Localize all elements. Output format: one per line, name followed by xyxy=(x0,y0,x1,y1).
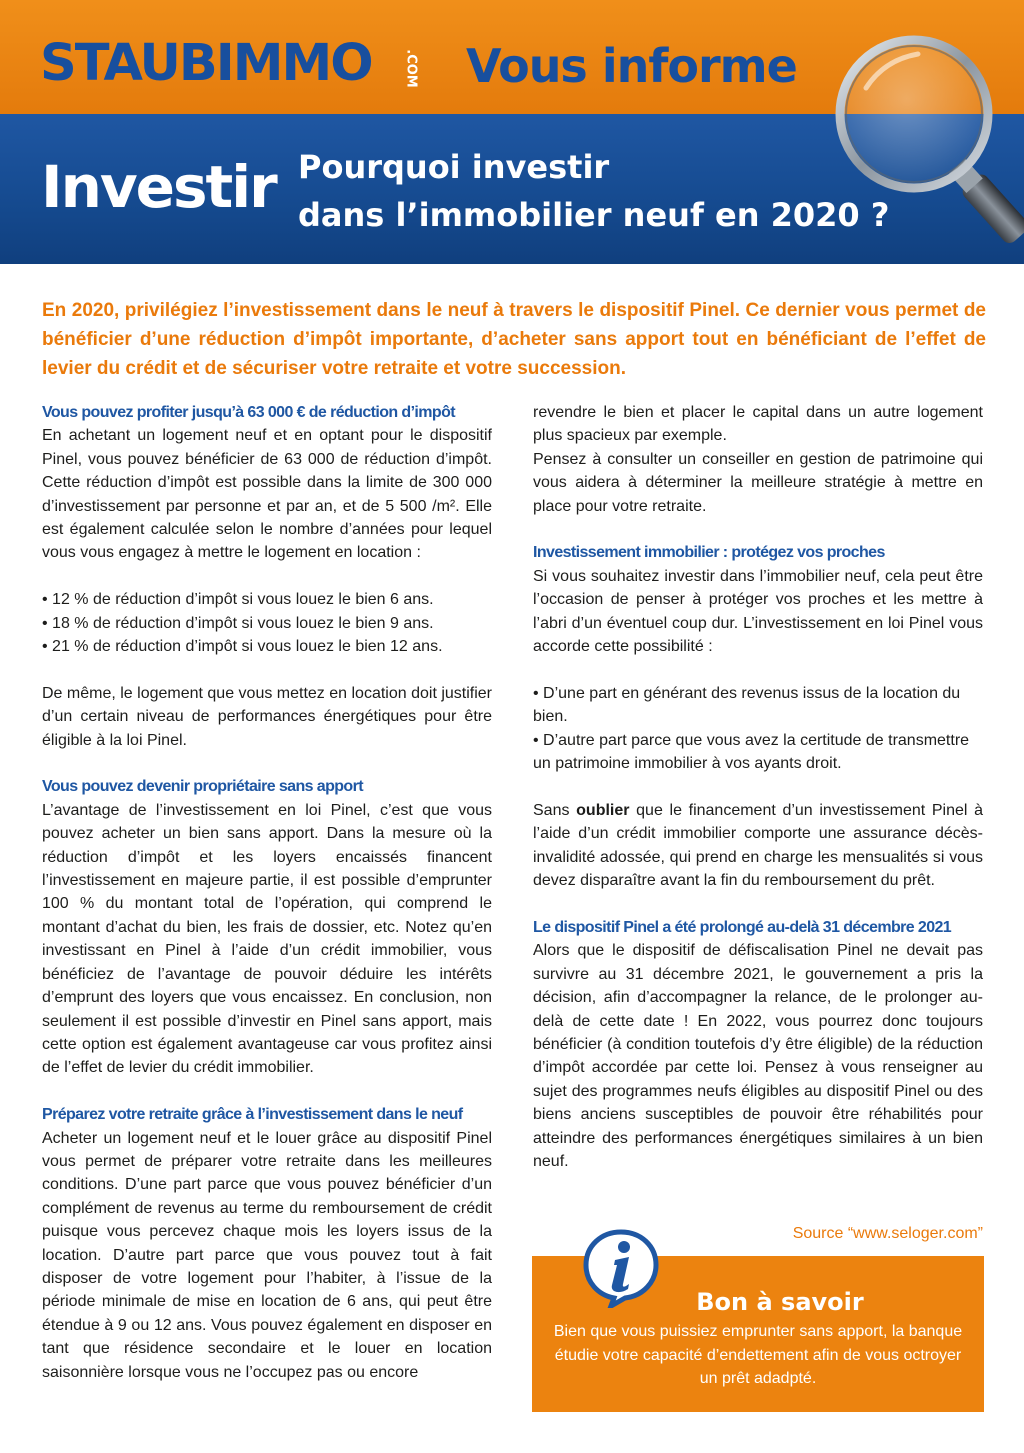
page-title-line-1: Pourquoi investir xyxy=(298,148,610,186)
protect-family-list xyxy=(533,682,983,776)
good-to-know-title: Bon à savoir xyxy=(696,1288,864,1316)
paragraph-retirement-continued: revendre le bien et placer le capital dans un autre logement plus spacieux par exemple. xyxy=(533,404,983,445)
section-heading-extension: Le dispositif Pinel a été prolongé au-delà 31 décembre 2021 xyxy=(533,918,952,936)
info-speech-bubble-icon xyxy=(581,1228,661,1308)
paragraph-insurance xyxy=(533,799,983,893)
tax-reduction-list xyxy=(42,588,492,658)
list-item: • 21 % de réduction d’impôt si vous louez le bien 12 ans. xyxy=(42,635,492,658)
paragraph-energy-performance: De même, le logement que vous mettez en location doit justifier d’un certain niveau de performances énergétiques pour être éligible à la loi Pinel. xyxy=(42,684,493,749)
list-item: • 12 % de réduction d’impôt si vous louez le bien 6 ans. xyxy=(42,588,492,611)
list-item: • D’autre part parce que vous avez la certitude de transmettre un patrimoine immobilier à vos ayants droit. xyxy=(533,729,983,776)
insurance-text-end: que le financement d’un investissement Pinel à l’aide d’un crédit immobilier comporte une assurance décès-invalidité adossée, qui prend en charge les mensualités si vous devez disparaître avant la fin du remboursement du prêt. xyxy=(533,801,983,890)
magnifying-glass-icon xyxy=(826,28,1024,244)
right-column xyxy=(533,401,983,1173)
brand-suffix-text: .COM xyxy=(403,48,419,88)
brand-logo: STAUBIMMO xyxy=(40,34,372,93)
source-credit: Source “www.seloger.com” xyxy=(792,1225,983,1242)
paragraph-protect-family: Si vous souhaitez investir dans l’immobilier neuf, cela peut être l’occasion de penser à protéger vos proches et les mettre à l’abri d’un éventuel coup dur. L’investissement en loi Pinel vous accorde cette possibilité : xyxy=(533,567,983,656)
page-title-line-2: dans l’immobilier neuf en 2020 ? xyxy=(298,196,890,234)
paragraph-tax-reduction: En achetant un logement neuf et en optant pour le dispositif Pinel, vous pouvez bénéficier de 63 000 de réduction d’impôt. Cette réduction d’impôt est possible dans la limite de 300 000 d’investissement par personne et par an, et de 5 500 /m². Elle est également calculée selon le nombre d’années pour lequel vous vous engagez à mettre le logement en location : xyxy=(42,427,492,562)
section-heading-no-deposit: Vous pouvez devenir propriétaire sans apport xyxy=(42,778,363,796)
paragraph-advisor: Pensez à consulter un conseiller en gestion de patrimoine qui vous aidera à déterminer la meilleure stratégie à mettre en place pour votre retraite. xyxy=(533,450,983,515)
insurance-text-start: Sans xyxy=(533,801,577,819)
section-label: Investir xyxy=(41,153,276,221)
list-item: • 18 % de réduction d’impôt si vous louez le bien 9 ans. xyxy=(42,612,492,635)
paragraph-retirement: Acheter un logement neuf et le louer grâce au dispositif Pinel vous permet de préparer votre retraite dans les meilleures conditions. D’une part parce que vous pouvez bénéficier d’un complément de revenus au terme du remboursement de crédit puisque vous percevez chaque mois les loyers issus de la location. D’autre part parce que vous pouvez tout à fait disposer de votre logement pour l’habiter, à l’issue de la période minimale de mise en location de 6 ans, qui peut être étendue à 9 ou 12 ans. Vous pouvez également en disposer en tant que résidence secondaire et le louer en location saisonnière lorsque vous ne l’occupez pas ou encore xyxy=(42,1129,492,1381)
paragraph-no-deposit: L’avantage de l’investissement en loi Pinel, c’est que vous pouvez acheter un bien sans apport. Dans la mesure où la réduction d’impôt et les loyers encaissés financent l’investissement en majeure partie, il est possible d’emprunter 100 % du montant total de l’opération, qui comprend le montant d’achat du bien, les frais de dossier, etc. Notez qu’en investissant en Pinel à l’aide d’un crédit immobilier, vous bénéficiez de l’avantage de pouvoir déduire les intérêts d’emprunt des loyers que vous encaissez. En conclusion, non seulement il est possible d’investir en Pinel sans apport, mais cette option est également avantageuse car vous profitez ainsi de l’effet de levier du crédit immobilier. xyxy=(42,801,492,1077)
section-heading-retirement: Préparez votre retraite grâce à l’investissement dans le neuf xyxy=(42,1106,463,1124)
left-column xyxy=(42,401,492,1384)
list-item: • D’une part en générant des revenus issus de la location du bien. xyxy=(533,682,983,729)
header-slogan: Vous informe xyxy=(466,39,797,93)
good-to-know-text: Bien que vous puissiez emprunter sans apport, la banque étudie votre capacité d’endettement afin de vous octroyer un prêt adadpté. xyxy=(553,1323,963,1387)
brand-logo-suffix xyxy=(398,40,424,96)
section-heading-tax-reduction: Vous pouvez profiter jusqu’à 63 000 € de réduction d’impôt xyxy=(42,404,455,421)
section-heading-protect-family: Investissement immobilier : protégez vos proches xyxy=(533,544,885,562)
paragraph-extension: Alors que le dispositif de défiscalisation Pinel ne devait pas survivre au 31 décembre 2021, le gouvernement a pris la décision, afin d’accompagner la relance, de le prolonger au-delà de cette date ! En 2022, vous pourrez donc toujours bénéficier (à condition toutefois d’y être éligible) de la réduction d’impôt accordée par cette loi. Pensez à vous renseigner au sujet des programmes neufs éligibles au dispositif Pinel ou des biens anciens susceptibles de pouvoir être réhabilités pour atteindre des performances énergétiques similaires à un bien neuf. xyxy=(533,942,983,1170)
intro-paragraph: En 2020, privilégiez l’investissement dans le neuf à travers le dispositif Pinel. Ce dernier vous permet de bénéficier d’une réduction d’impôt importante, d’acheter sans apport tout en bénéficiant de l’effet de levier du crédit et de sécuriser votre retraite et votre succession. xyxy=(42,300,986,379)
insurance-text-bold: oublier xyxy=(576,801,630,819)
page-title xyxy=(298,143,918,239)
